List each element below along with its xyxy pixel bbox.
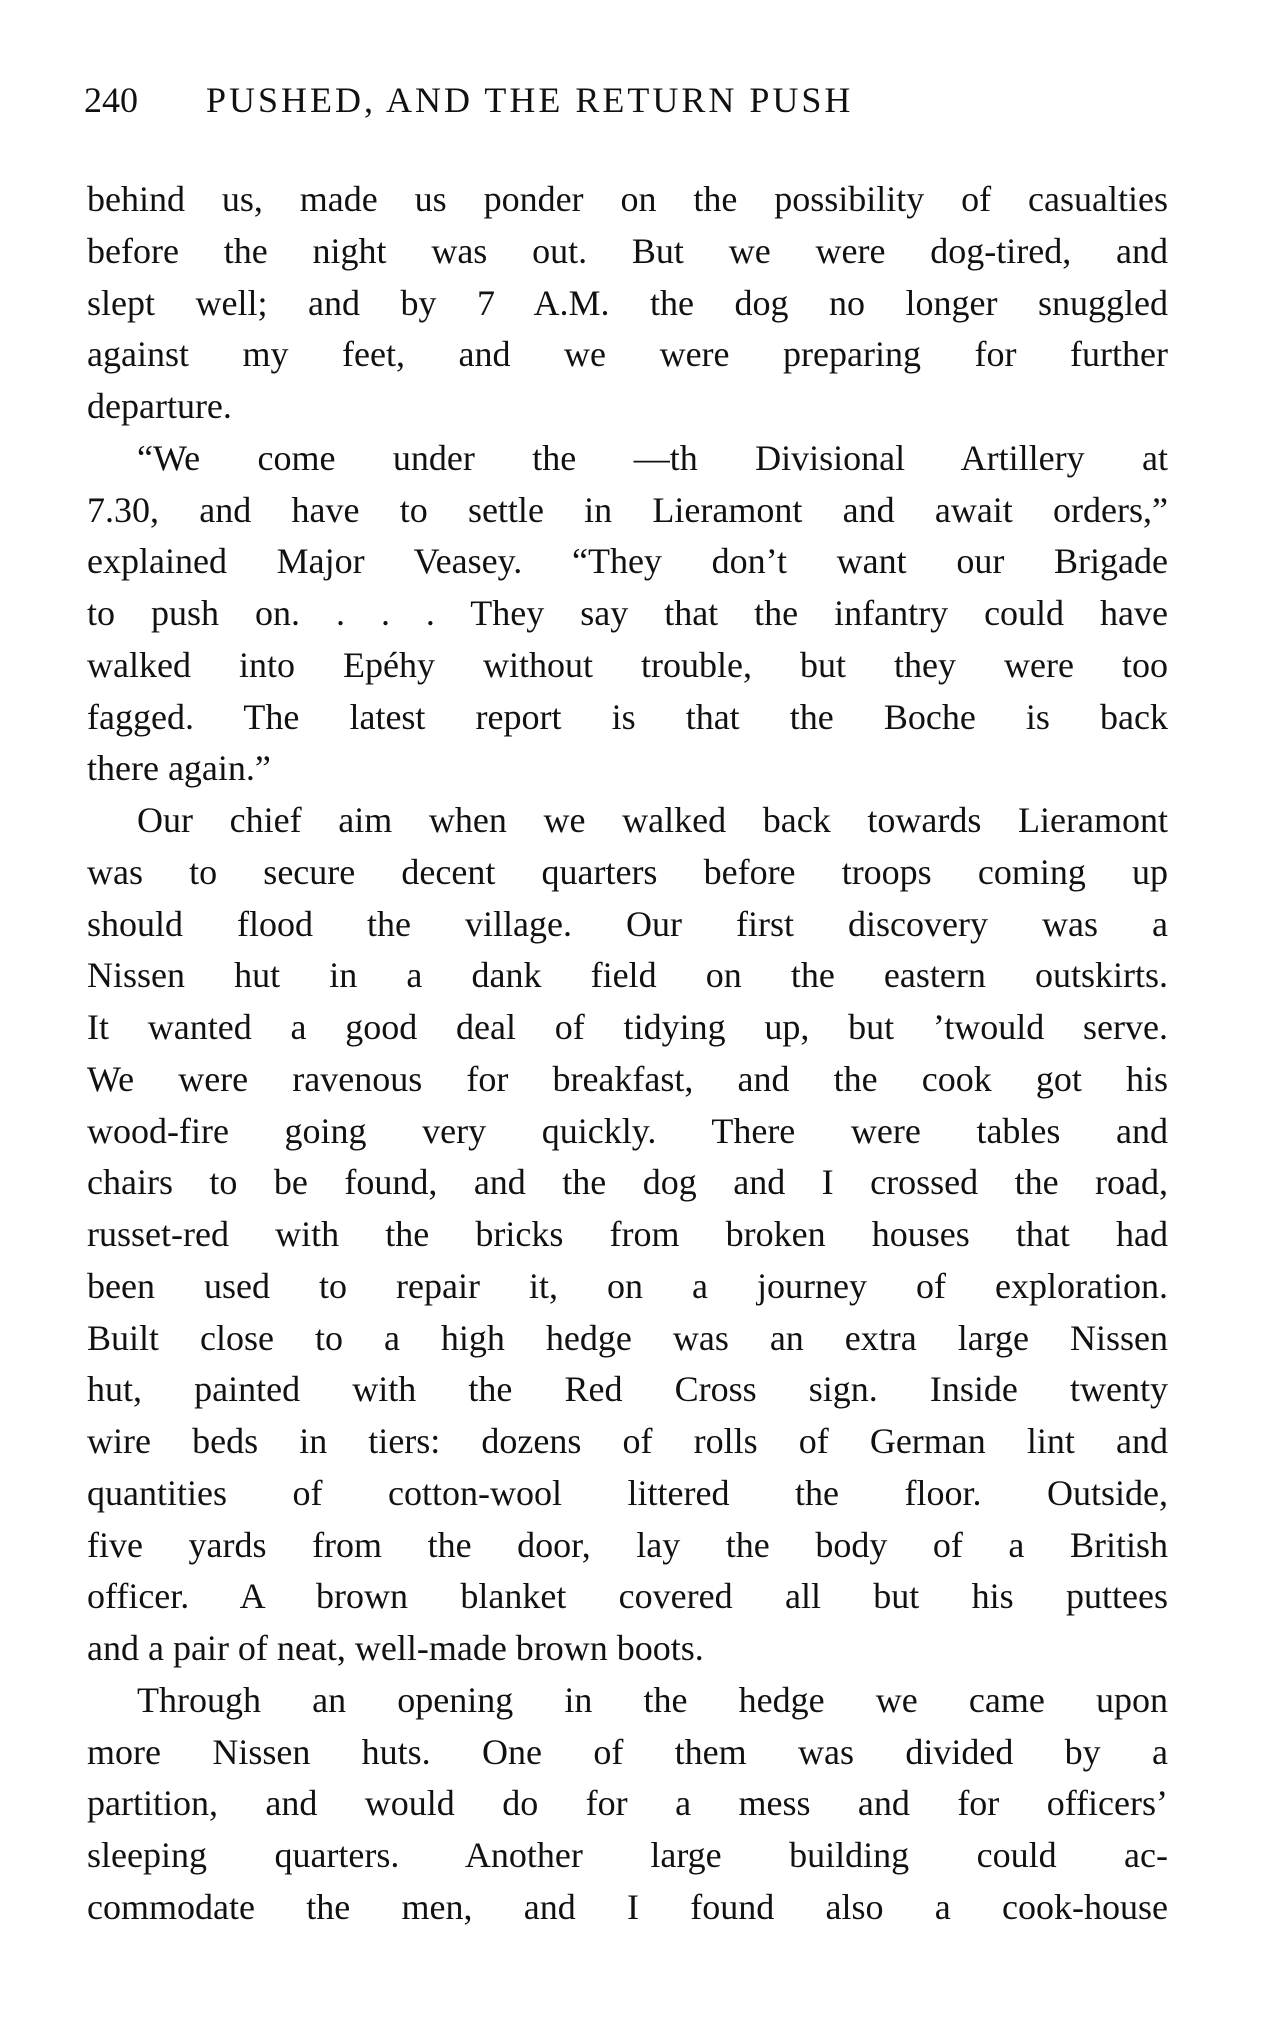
text-line: Our chief aim when we walked back towards Lieramont bbox=[137, 800, 1168, 840]
text-line: wire beds in tiers: dozens of rolls of German lint and bbox=[87, 1421, 1168, 1461]
text-line: there again.” bbox=[87, 748, 271, 789]
text-line: partition, and would do for a mess and for officers’ bbox=[87, 1783, 1168, 1824]
text-line: departure. bbox=[87, 386, 232, 426]
text-line: Through an opening in the hedge we came upon bbox=[137, 1679, 1168, 1720]
text-line: wood-fire going very quickly. There were tables and bbox=[87, 1110, 1168, 1151]
text-line: quantities of cotton-wool littered the floor. Outside, bbox=[87, 1472, 1168, 1513]
running-head bbox=[84, 78, 1174, 126]
running-title: PUSHED, AND THE RETURN PUSH bbox=[206, 80, 854, 120]
paragraph-4 bbox=[87, 1675, 1168, 1934]
text-line: behind us, made us ponder on the possibility of casualties bbox=[87, 179, 1168, 219]
text-line: It wanted a good deal of tidying up, but ’twould serve. bbox=[87, 1007, 1168, 1047]
text-line: been used to repair it, on a journey of exploration. bbox=[87, 1265, 1168, 1306]
text-line: Built close to a high hedge was an extra large Nissen bbox=[87, 1317, 1168, 1358]
text-line: We were ravenous for breakfast, and the cook got his bbox=[87, 1058, 1168, 1099]
text-line: “We come under the —th Divisional Artillery at bbox=[137, 437, 1168, 478]
text-line: was to secure decent quarters before troops coming up bbox=[87, 851, 1168, 892]
text-line: to push on. . . . They say that the infantry could have bbox=[87, 593, 1168, 633]
text-line: hut, painted with the Red Cross sign. Inside twenty bbox=[87, 1369, 1168, 1410]
text-line: 7.30, and have to settle in Lieramont and await orders,” bbox=[87, 489, 1168, 530]
text-line: chairs to be found, and the dog and I crossed the road, bbox=[87, 1162, 1168, 1203]
paragraph-2 bbox=[87, 433, 1168, 795]
paragraph-3 bbox=[87, 795, 1168, 1675]
text-line: russet-red with the bricks from broken houses that had bbox=[87, 1214, 1168, 1254]
text-line: slept well; and by 7 A.M. the dog no longer snuggled bbox=[87, 282, 1168, 323]
text-line: walked into Epéhy without trouble, but they were too bbox=[87, 644, 1168, 685]
text-line: before the night was out. But we were dog-tired, and bbox=[87, 230, 1168, 271]
text-line: fagged. The latest report is that the Boche is back bbox=[87, 696, 1168, 737]
page-number: 240 bbox=[84, 80, 138, 120]
paragraph-1 bbox=[87, 174, 1168, 433]
text-line: Nissen hut in a dank field on the eastern outskirts. bbox=[87, 955, 1168, 996]
body-text bbox=[87, 174, 1168, 1934]
text-line: more Nissen huts. One of them was divided by a bbox=[87, 1731, 1168, 1772]
text-line: sleeping quarters. Another large building could ac- bbox=[87, 1835, 1168, 1875]
text-line: five yards from the door, lay the body of a British bbox=[87, 1524, 1168, 1565]
text-line: against my feet, and we were preparing for further bbox=[87, 334, 1168, 375]
text-line: officer. A brown blanket covered all but his puttees bbox=[87, 1576, 1168, 1617]
text-line: explained Major Veasey. “They don’t want our Brigade bbox=[87, 541, 1168, 582]
text-line: and a pair of neat, well-made brown boots. bbox=[87, 1628, 704, 1668]
text-line: should flood the village. Our first discovery was a bbox=[87, 903, 1168, 944]
text-line: commodate the men, and I found also a cook-house bbox=[87, 1886, 1168, 1927]
